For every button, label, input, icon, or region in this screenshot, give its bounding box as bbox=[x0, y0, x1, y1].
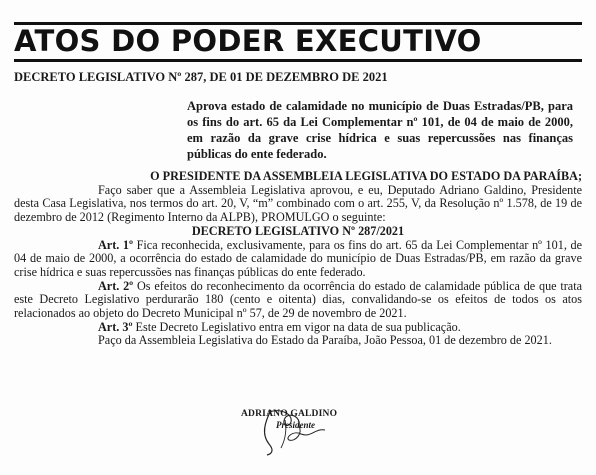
article-1 bbox=[14, 239, 582, 280]
decree-summary: Aprova estado de calamidade no município de Duas Estradas/PB, para os fins do art. 65 da Lei Complementar nº 101, de 04 de maio de 2000, em razão da grave crise hídrica e suas repercussões nas finanças públicas do ente federado. bbox=[187, 99, 573, 161]
decree-body bbox=[14, 170, 582, 348]
section-masthead: ATOS DO PODER EXECUTIVO bbox=[14, 24, 482, 58]
article-label: Art. 1º bbox=[98, 237, 134, 252]
article-3 bbox=[14, 321, 582, 335]
article-label: Art. 2º bbox=[98, 278, 134, 293]
closing-paragraph: Paço da Assembleia Legislativa do Estado da Paraíba, João Pessoa, 01 de dezembro de 2021. bbox=[98, 333, 552, 348]
issuer-line: O PRESIDENTE DA ASSEMBLEIA LEGISLATIVA DO ESTADO DA PARAÍBA; bbox=[150, 169, 582, 183]
signatory-role: Presidente bbox=[276, 420, 315, 430]
decree-title: DECRETO LEGISLATIVO Nº 287/2021 bbox=[191, 223, 405, 238]
article-text: Fica reconhecida, exclusivamente, para os fins do art. 65 da Lei Complementar nº 101, de 04 de maio de 2000, a ocorrência do estado de calamidade do município de Duas Estradas/PB, em razão da grave crise hídrica e suas repercussões nas finanças públicas do ente federado. bbox=[14, 237, 582, 279]
article-text: Os efeitos do reconhecimento da ocorrência do estado de calamidade pública de que trata este Decreto Legislativo perdurarão 180 (cento e oitenta) dias, convalidando-se os efeitos de todos os atos relacionados ao objeto do Decreto Municipal nº 57, de 29 de novembro de 2021. bbox=[14, 278, 583, 321]
article-2 bbox=[14, 280, 582, 321]
masthead-rule bbox=[14, 59, 582, 62]
article-text: Este Decreto Legislativo entra em vigor na data de sua publicação. bbox=[132, 319, 461, 334]
article-label: Art. 3º bbox=[98, 319, 133, 334]
signatory-name: ADRIANO GALDINO bbox=[241, 409, 338, 419]
decree-header: DECRETO LEGISLATIVO Nº 287, DE 01 DE DEZEMBRO DE 2021 bbox=[14, 70, 388, 84]
preamble-paragraph: Faço saber que a Assembleia Legislativa aprovou, e eu, Deputado Adriano Galdino, Presidente desta Casa Legislativa, nos termos do art. 20, V, “m” combinado com o art. 255, V, da Resolução nº 1.578, de 19 de dezembro de 2012 (Regimento Interno da ALPB), PROMULGO o seguinte: bbox=[14, 182, 582, 225]
